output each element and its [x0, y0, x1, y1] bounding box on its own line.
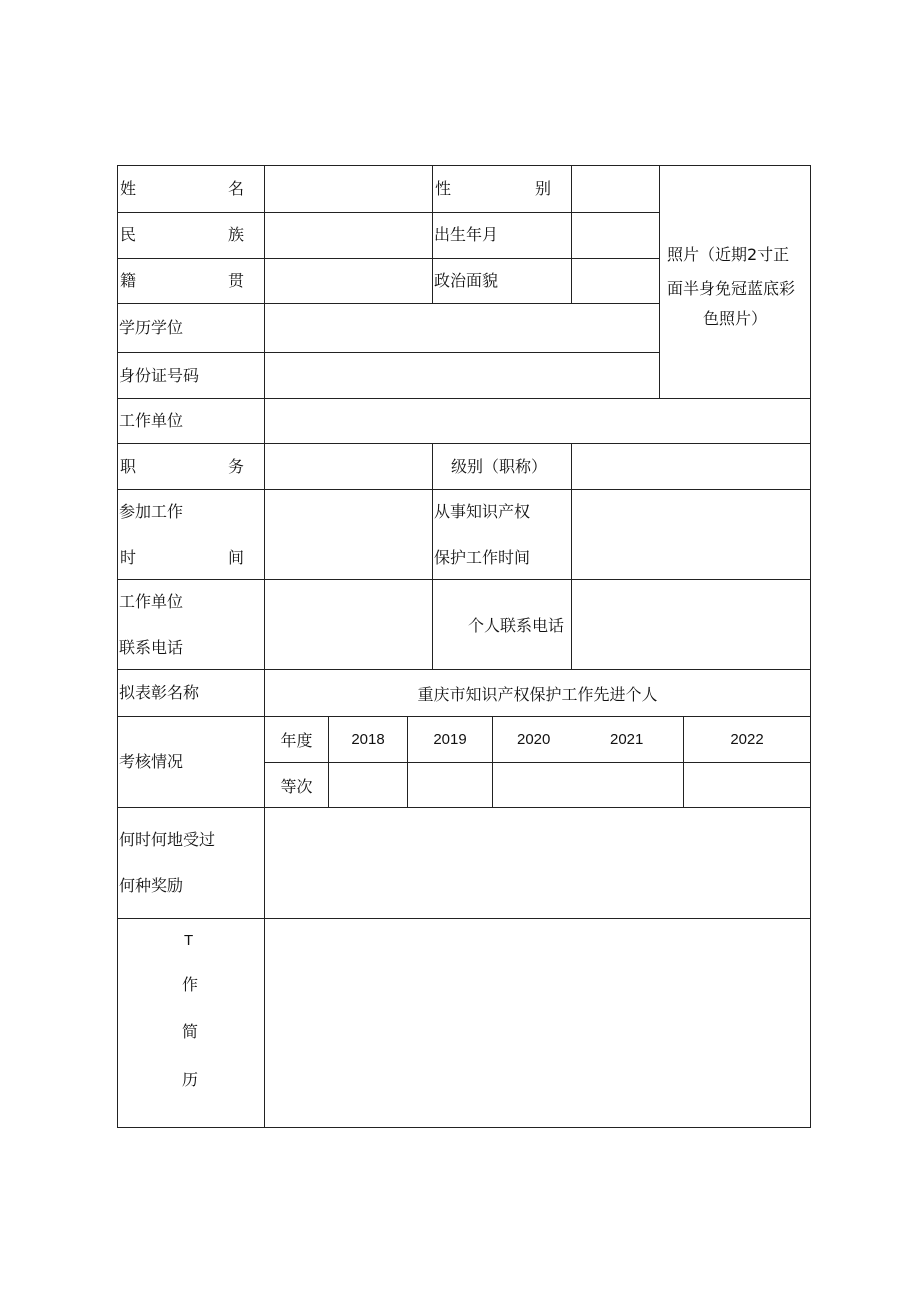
photo-note-line-1: 照片（近期2寸正: [667, 245, 790, 264]
ethnic-label-char-1: 民: [120, 225, 137, 244]
year-2022-cell: [683, 716, 811, 763]
year-2018-cell: [328, 716, 408, 763]
political-label-cell: [432, 258, 572, 304]
birth-field[interactable]: [571, 212, 660, 259]
join-time-label-line-1: 参加工作: [119, 502, 184, 521]
award-name-value: 重庆市知识产权保护工作先进个人: [417, 684, 658, 704]
name-label-char-2: 名: [227, 179, 244, 198]
unit-phone-field[interactable]: [264, 579, 433, 670]
name-label-char-1: 姓: [120, 179, 137, 198]
level-label-cell: [432, 443, 572, 490]
year-2019: 2019: [433, 731, 467, 748]
year-2021: 2021: [610, 731, 644, 748]
personal-phone-field[interactable]: [571, 579, 811, 670]
grade-label: 等次: [280, 776, 313, 796]
education-field[interactable]: [264, 303, 660, 353]
id-number-label: 身份证号码: [119, 366, 200, 385]
ip-time-field[interactable]: [571, 489, 811, 580]
post-field[interactable]: [264, 443, 433, 490]
post-label-cell: [117, 443, 265, 490]
photo-note-line-3: 色照片）: [703, 309, 768, 328]
resume-label-char-4: 历: [182, 1070, 199, 1089]
resume-label-char-3: 简: [182, 1022, 199, 1041]
name-label-cell: [117, 165, 265, 213]
awards-label-line-2: 何种奖励: [119, 876, 184, 895]
ethnic-field[interactable]: [264, 212, 433, 259]
award-name-label: 拟表彰名称: [119, 683, 200, 702]
personal-phone-label: 个人联系电话: [467, 616, 564, 635]
year-2022: 2022: [730, 731, 764, 748]
award-name-value-cell: [264, 669, 811, 717]
year-label: 年度: [280, 731, 313, 750]
join-time-field[interactable]: [264, 489, 433, 580]
resume-label-char-1: T: [184, 932, 194, 949]
grade-2020-2021-field[interactable]: [492, 762, 684, 808]
unit-phone-label-line-1: 工作单位: [119, 592, 184, 611]
origin-label-char-1: 籍: [120, 271, 137, 290]
gender-label-char-1: 性: [435, 179, 452, 198]
ethnic-label-char-2: 族: [227, 225, 244, 244]
award-name-label-cell: [117, 669, 265, 717]
ip-time-label-cell: [432, 489, 572, 580]
political-label: 政治面貌: [434, 271, 499, 290]
assessment-label-cell: [117, 716, 265, 808]
gender-label-char-2: 别: [534, 179, 551, 198]
post-label-char-1: 职: [120, 457, 137, 476]
work-unit-label-cell: [117, 398, 265, 444]
resume-label-cell: [117, 918, 265, 1128]
resume-label-char-2: 作: [182, 975, 199, 994]
resume-field[interactable]: [264, 918, 811, 1128]
grade-2022-field[interactable]: [683, 762, 811, 808]
join-time-label-char-1: 时: [120, 548, 137, 567]
ip-time-label-line-1: 从事知识产权: [434, 502, 531, 521]
ethnic-label-cell: [117, 212, 265, 259]
education-label: 学历学位: [119, 318, 184, 337]
year-2020: 2020: [517, 731, 551, 748]
level-field[interactable]: [571, 443, 811, 490]
origin-field[interactable]: [264, 258, 433, 304]
photo-note-line-2: 面半身免冠蓝底彩: [667, 279, 796, 298]
join-time-label-char-2: 间: [227, 548, 244, 567]
assessment-label: 考核情况: [119, 752, 184, 771]
origin-label-char-2: 贯: [227, 271, 244, 290]
birth-label-cell: [432, 212, 572, 259]
post-label-char-2: 务: [227, 457, 244, 476]
join-time-label-cell: [117, 489, 265, 580]
awards-field[interactable]: [264, 807, 811, 919]
grade-2018-field[interactable]: [328, 762, 408, 808]
awards-label-cell: [117, 807, 265, 919]
work-unit-field[interactable]: [264, 398, 811, 444]
grade-label-cell: [264, 762, 329, 808]
name-field[interactable]: [264, 165, 433, 213]
id-number-label-cell: [117, 352, 265, 399]
year-label-cell: [264, 716, 329, 763]
origin-label-cell: [117, 258, 265, 304]
unit-phone-label-line-2: 联系电话: [119, 638, 184, 657]
gender-label-cell: [432, 165, 572, 213]
grade-2019-field[interactable]: [407, 762, 493, 808]
personal-phone-label-cell: [432, 579, 572, 670]
id-number-field[interactable]: [264, 352, 660, 399]
year-2019-cell: [407, 716, 493, 763]
unit-phone-label-cell: [117, 579, 265, 670]
education-label-cell: [117, 303, 265, 353]
year-2018: 2018: [351, 731, 385, 748]
ip-time-label-line-2: 保护工作时间: [434, 548, 531, 567]
awards-label-line-1: 何时何地受过: [119, 830, 216, 849]
level-label: 级别（职称）: [451, 457, 548, 476]
photo-placeholder[interactable]: [659, 165, 811, 399]
gender-field[interactable]: [571, 165, 660, 213]
political-field[interactable]: [571, 258, 660, 304]
year-2020-2021-cell: [492, 716, 684, 763]
work-unit-label: 工作单位: [119, 411, 184, 430]
birth-label: 出生年月: [434, 225, 499, 244]
